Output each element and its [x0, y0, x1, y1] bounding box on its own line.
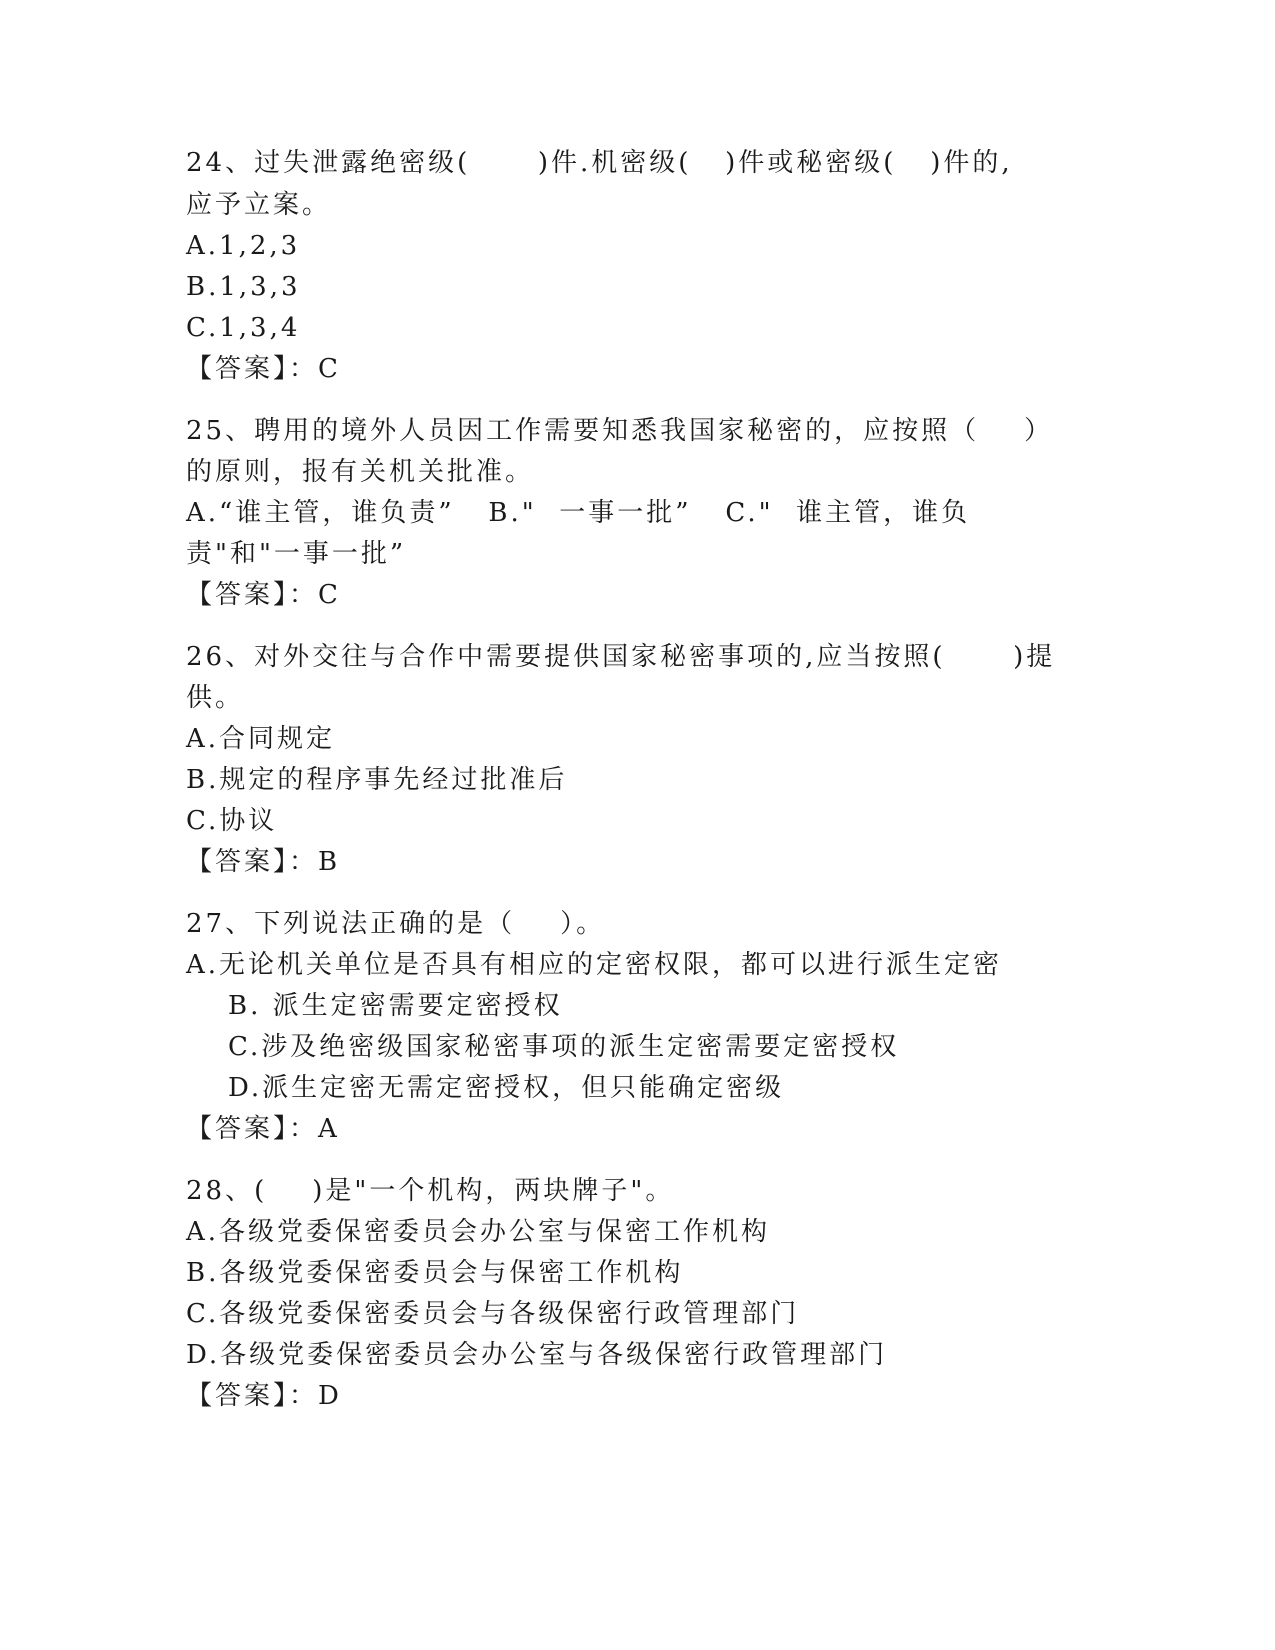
question-24-text-line-2: 应予立案。 [186, 190, 332, 220]
question-28-text-line-1: 28、( )是"一个机构，两块牌子"。 [186, 1176, 675, 1206]
question-28-option-c: C.各级党委保密委员会与各级保密行政管理部门 [186, 1299, 800, 1329]
question-27-option-a: A.无论机关单位是否具有相应的定密权限，都可以进行派生定密 [186, 950, 1003, 980]
question-25-options-line-2: 责"和"一事一批” [186, 539, 407, 569]
question-25-answer: 【答案】：C [186, 580, 341, 610]
question-25-text-line-1: 25、聘用的境外人员因工作需要知悉我国家秘密的，应按照（ ） [186, 416, 1054, 446]
question-26-text-line-1: 26、对外交往与合作中需要提供国家秘密事项的,应当按照( )提 [186, 642, 1056, 672]
question-25-text-line-2: 的原则，报有关机关批准。 [186, 457, 535, 487]
question-24-answer: 【答案】：C [186, 354, 341, 384]
question-26-option-c: C.协议 [186, 806, 278, 836]
question-24-option-c: C.1,3,4 [186, 313, 301, 343]
question-27-answer: 【答案】：A [186, 1114, 340, 1144]
question-24-option-a: A.1,2,3 [186, 231, 301, 261]
question-26-text-line-2: 供。 [186, 683, 245, 713]
question-27-option-b: B. 派生定密需要定密授权 [228, 991, 563, 1021]
question-28-option-d: D.各级党委保密委员会办公室与各级保密行政管理部门 [186, 1340, 888, 1370]
question-26-option-b: B.规定的程序事先经过批准后 [186, 765, 568, 795]
question-28-option-a: A.各级党委保密委员会办公室与保密工作机构 [186, 1217, 771, 1247]
question-27-option-c: C.涉及绝密级国家秘密事项的派生定密需要定密授权 [228, 1032, 900, 1062]
question-27-text-line-1: 27、下列说法正确的是（ ）。 [186, 909, 606, 939]
question-24-option-b: B.1,3,3 [186, 272, 301, 302]
question-25-options-line-1: A.“谁主管，谁负责” B." 一事一批” C." 谁主管，谁负 [186, 498, 971, 528]
question-28-answer: 【答案】：D [186, 1381, 342, 1411]
question-26-option-a: A.合同规定 [186, 724, 336, 754]
question-27-option-d: D.派生定密无需定密授权，但只能确定密级 [228, 1073, 785, 1103]
question-24-text-line-1: 24、过失泄露绝密级( )件.机密级( )件或秘密级( )件的, [186, 148, 1013, 178]
question-28-option-b: B.各级党委保密委员会与保密工作机构 [186, 1258, 684, 1288]
question-26-answer: 【答案】：B [186, 847, 341, 877]
